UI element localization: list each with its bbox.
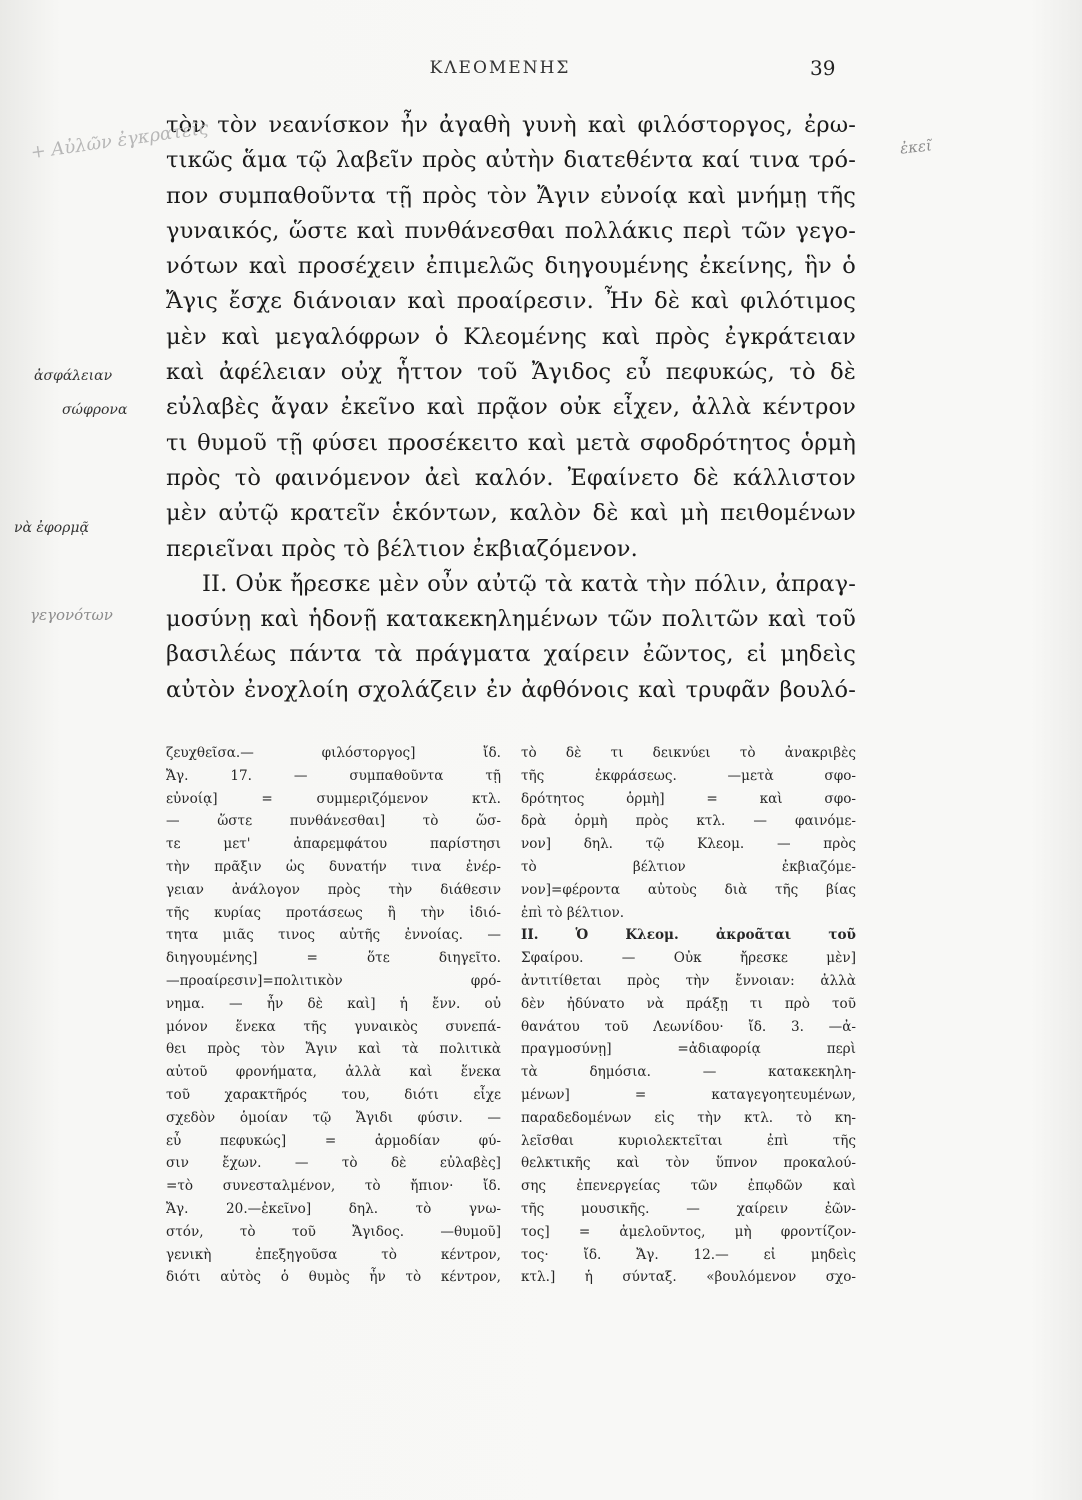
note-line: πραγμοσύνῃ] =ἀδιαφορίᾳ περὶ: [521, 1041, 856, 1058]
text-line: τὸν τὸν νεανίσκον ἦν ἀγαθὴ γυνὴ καὶ φιλόστοργος, ἐρω-: [166, 112, 856, 138]
text-line: νότων καὶ προσέχειν ἐπιμελῶς διηγουμένης ἐκείνης, ἣν ὁ: [166, 253, 856, 280]
text-line: αὐτὸν ἐνοχλοίη σχολάζειν ἐν ἀφθόνοις καὶ τρυφᾶν βουλό-: [166, 676, 856, 703]
note-line: λεῖσθαι κυριολεκτεῖται ἐπὶ τῆς: [521, 1132, 856, 1149]
note-line: μόνον ἕνεκα τῆς γυναικὸς συνεπά-: [166, 1018, 501, 1035]
note-line: γειαν ἀνάλογον πρὸς τὴν διάθεσιν: [166, 881, 501, 898]
note-line: κτλ.] ἡ σύνταξ. «βουλόμενον σχο-: [521, 1269, 856, 1286]
note-line: Σφαίρου. — Οὐκ ἤρεσκε μὲν]: [521, 950, 856, 967]
notes-right-column: [521, 742, 856, 1289]
note-line: τὴν πρᾶξιν ὡς δυνατήν τινα ἐνέρ-: [166, 858, 501, 875]
margin-annotation: ἀσφάλειαν: [34, 368, 113, 384]
note-line: ἐπὶ τὸ βέλτιον.: [521, 904, 625, 921]
note-line: =τὸ συνεσταλμένον, τὸ ἤπιον· ἴδ.: [166, 1178, 501, 1195]
note-line: Ἄγ. 17. — συμπαθοῦντα τῇ: [166, 767, 501, 784]
note-line: μένων] = καταγεγοητευμένων,: [521, 1086, 856, 1103]
text-line: μὲν αὐτῷ κρατεῖν ἑκόντων, καλὸν δὲ καὶ μὴ πειθομένων: [166, 500, 856, 527]
text-line: πρὸς τὸ φαινόμενον ἀεὶ καλόν. Ἐφαίνετο δὲ κάλλιστον: [166, 464, 856, 491]
text-line: βασιλέως πάντα τὰ πράγματα χαίρειν ἐῶντος, εἰ μηδεὶς: [166, 641, 856, 668]
text-line: πον συμπαθοῦντα τῇ πρὸς τὸν Ἄγιν εὐνοίᾳ καὶ μνήμῃ τῆς: [166, 182, 856, 209]
notes-left-column: [166, 742, 501, 1289]
note-line: δρὰ ὁρμὴ πρὸς κτλ. — φαινόμε-: [521, 813, 856, 830]
note-line: δὲν ἠδύνατο νὰ πράξῃ τι πρὸ τοῦ: [521, 995, 856, 1012]
text-line: περιεῖναι πρὸς τὸ βέλτιον ἐκβιαζόμενον.: [166, 535, 638, 562]
note-line: εὐνοίᾳ] = συμμεριζόμενον κτλ.: [166, 790, 501, 807]
note-line: —προαίρεσιν]=πολιτικὸν φρό-: [166, 972, 501, 989]
note-line: ἀντιτίθεται πρὸς τὴν ἔννοιαν: ἀλλὰ: [521, 972, 856, 989]
note-line: τῆς μουσικῆς. — χαίρειν ἐῶν-: [521, 1200, 856, 1217]
note-line: γενικὴ ἐπεξηγοῦσα τὸ κέντρον,: [166, 1246, 501, 1263]
note-line: θει πρὸς τὸν Ἄγιν καὶ τὰ πολιτικὰ: [166, 1041, 501, 1058]
note-line: θελκτικῆς καὶ τὸν ὕπνον προκαλού-: [521, 1155, 856, 1172]
text-line: τικῶς ἅμα τῷ λαβεῖν πρὸς αὐτὴν διατεθέντα καί τινα τρό-: [166, 147, 856, 174]
page-number: 39: [810, 56, 836, 80]
margin-annotation: γεγονότων: [30, 606, 113, 624]
note-line: νημα. — ἦν δὲ καὶ] ἡ ἔνν. οὐ: [166, 995, 501, 1012]
note-line: εὖ πεφυκώς] = ἁρμοδίαν φύ-: [166, 1132, 501, 1149]
note-section-heading: II. Ὁ Κλεομ. ἀκροᾶται τοῦ: [521, 927, 856, 944]
note-line: σχεδὸν ὁμοίαν τῷ Ἄγιδι φύσιν. —: [166, 1109, 501, 1126]
note-line: διότι αὐτὸς ὁ θυμὸς ἦν τὸ κέντρον,: [166, 1269, 501, 1286]
note-line: τε μετ' ἀπαρεμφάτου παρίστησι: [166, 836, 501, 853]
text-line: μὲν καὶ μεγαλόφρων ὁ Κλεομένης καὶ πρὸς ἐγκράτειαν: [166, 323, 856, 350]
note-line: στόν, τὸ τοῦ Ἄγιδος. —θυμοῦ]: [166, 1223, 501, 1240]
note-line: τὰ δημόσια. — κατακεκηλη-: [521, 1064, 856, 1081]
main-text: [166, 108, 856, 708]
text-line: γυναικός, ὥστε καὶ πυνθάνεσθαι πολλάκις περὶ τῶν γεγο-: [166, 217, 856, 244]
margin-annotation: σώφρονα: [62, 402, 128, 418]
margin-annotation: νὰ ἐφορμᾷ: [14, 520, 89, 536]
text-line: καὶ ἀφέλειαν οὐχ ἧττον τοῦ Ἄγιδος εὖ πεφυκώς, τὸ δὲ: [166, 359, 856, 386]
margin-annotation: ἐκεῖ: [899, 136, 933, 158]
note-line: τοῦ χαρακτῆρός του, διότι εἶχε: [166, 1086, 501, 1103]
commentary-notes: [166, 742, 856, 1289]
note-line: νον] δηλ. τῷ Κλεομ. — πρὸς: [521, 836, 856, 853]
note-line: σης ἐπενεργείας τῶν ἐπῳδῶν καὶ: [521, 1178, 856, 1195]
note-line: τῆς κυρίας προτάσεως ἢ τὴν ἰδιό-: [166, 904, 501, 921]
note-line: παραδεδομένων εἰς τὴν κτλ. τὸ κη-: [521, 1109, 856, 1126]
running-title: ΚΛΕΟΜΕΝΗΣ: [429, 58, 571, 78]
note-line: νον]=φέροντα αὐτοὺς διὰ τῆς βίας: [521, 881, 856, 898]
text-line: εὐλαβὲς ἄγαν ἐκεῖνο καὶ πρᾷον οὐκ εἶχεν, ἀλλὰ κέντρον: [166, 394, 856, 421]
note-line: ζευχθεῖσα.— φιλόστοργος] ἴδ.: [166, 745, 501, 761]
margin-annotation: + Αὐλῶν ἐγκρατεῖς: [29, 117, 210, 164]
note-line: τος] = ἀμελοῦντος, μὴ φροντίζον-: [521, 1223, 856, 1240]
note-line: θανάτου τοῦ Λεωνίδου· ἴδ. 3. —ἀ-: [521, 1018, 856, 1035]
text-line: τι θυμοῦ τῇ φύσει προσέκειτο καὶ μετὰ σφοδρότητος ὁρμὴ: [166, 429, 856, 456]
text-line: μοσύνῃ καὶ ἡδονῇ κατακεκηλημένων τῶν πολιτῶν καὶ τοῦ: [166, 606, 856, 633]
note-line: Ἄγ. 20.—ἐκεῖνο] δηλ. τὸ γνω-: [166, 1200, 501, 1217]
note-line: τητα μιᾶς τινος αὐτῆς ἐννοίας. —: [166, 927, 501, 944]
note-line: — ὥστε πυνθάνεσθαι] τὸ ὥσ-: [166, 813, 501, 830]
section-start-line: II. Οὐκ ἤρεσκε μὲν οὖν αὐτῷ τὰ κατὰ τὴν πόλιν, ἀπραγ-: [202, 570, 856, 597]
note-line: αὐτοῦ φρονήματα, ἀλλὰ καὶ ἕνεκα: [166, 1064, 501, 1081]
note-line: τὸ βέλτιον ἐκβιαζόμε-: [521, 858, 856, 875]
note-line: δρότητος ὁρμὴ] = καὶ σφο-: [521, 790, 856, 807]
note-line: τὸ δὲ τι δεικνύει τὸ ἀνακριβὲς: [521, 745, 856, 761]
note-line: τῆς ἐκφράσεως. —μετὰ σφο-: [521, 767, 856, 784]
text-line: Ἄγις ἔσχε διάνοιαν καὶ προαίρεσιν. Ἦν δὲ καὶ φιλότιμος: [166, 288, 856, 315]
note-line: διηγουμένης] = ὅτε διηγεῖτο.: [166, 950, 501, 967]
note-line: σιν ἔχων. — τὸ δὲ εὐλαβὲς]: [166, 1155, 501, 1172]
note-line: τος· ἴδ. Ἄγ. 12.— εἰ μηδεὶς: [521, 1246, 856, 1263]
